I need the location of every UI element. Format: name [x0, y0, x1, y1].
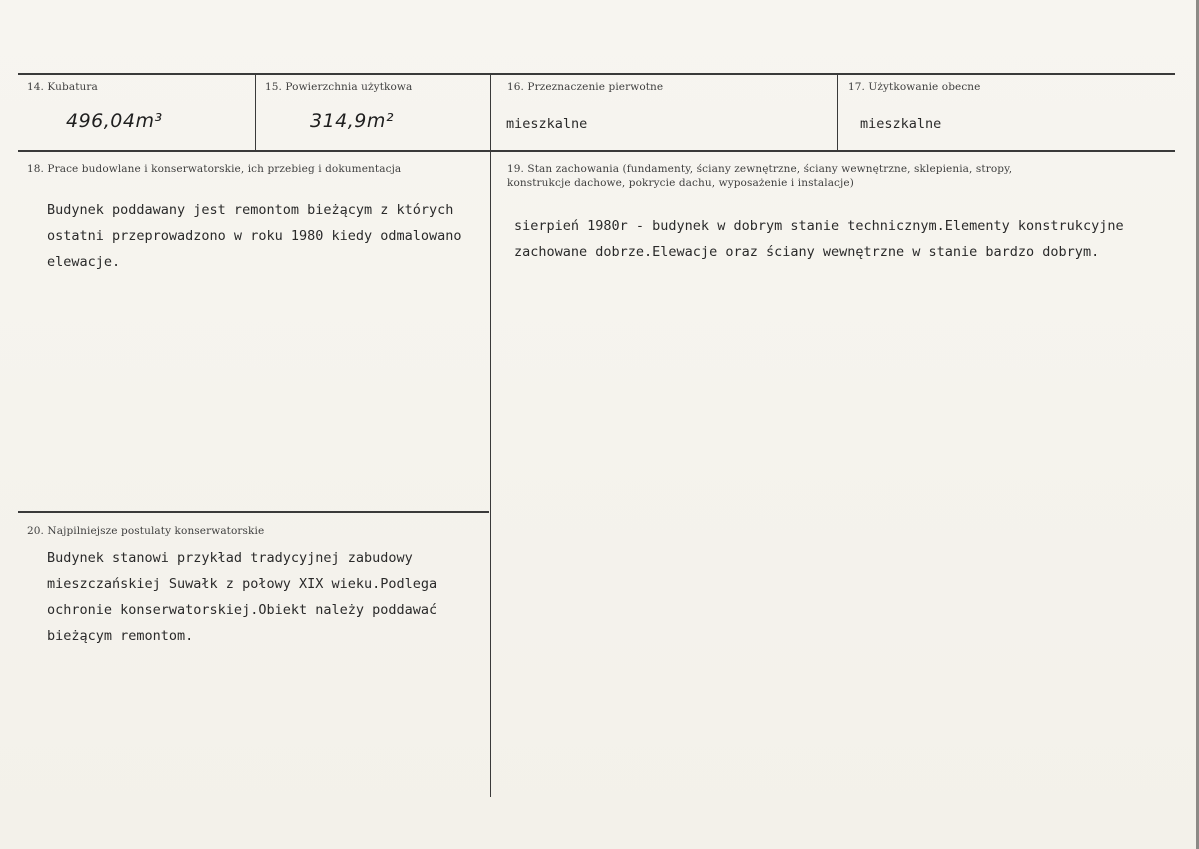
field-15-label: 15. Powierzchnia użytkowa [265, 81, 413, 93]
field-18-text [47, 197, 462, 275]
field-19-line: sierpień 1980r - budynek w dobrym stanie technicznym.Elementy konstrukcyjne [514, 218, 1124, 234]
field-14-value: 496,04m³ [66, 110, 163, 132]
field-20-label: 20. Najpilniejsze postulaty konserwatorskie [27, 525, 265, 537]
field-16-label: 16. Przeznaczenie pierwotne [507, 81, 664, 93]
field-20-line: Budynek stanowi przykład tradycyjnej zabudowy [47, 550, 413, 566]
field-18-line: Budynek poddawany jest remontom bieżącym z których [47, 202, 454, 218]
row-rule-1 [18, 150, 1175, 152]
field-19-label-cont: konstrukcje dachowe, pokrycie dachu, wyposażenie i instalacje) [507, 177, 854, 189]
field-20-line: bieżącym remontom. [47, 628, 194, 644]
field-16-value: mieszkalne [506, 116, 588, 132]
col-divider-2 [490, 75, 491, 797]
top-rule [18, 73, 1175, 75]
field-18-line: ostatni przeprowadzono w roku 1980 kiedy odmalowano [47, 228, 462, 244]
col-divider-1 [255, 75, 256, 151]
field-20-text [47, 545, 437, 649]
field-18-label: 18. Prace budowlane i konserwatorskie, ich przebieg i dokumentacja [27, 163, 402, 175]
field-19-label: 19. Stan zachowania (fundamenty, ściany zewnętrzne, ściany wewnętrzne, sklepienia, stropy, [507, 163, 1013, 175]
field-15-value: 314,9m² [310, 110, 395, 132]
field-18-line: elewacje. [47, 254, 121, 270]
row-rule-2 [18, 511, 489, 513]
field-20-line: ochronie konserwatorskiej.Obiekt należy poddawać [47, 602, 438, 618]
field-19-text [514, 213, 1124, 265]
field-17-value: mieszkalne [860, 116, 942, 132]
field-19-line: zachowane dobrze.Elewacje oraz ściany wewnętrzne w stanie bardzo dobrym. [514, 244, 1100, 260]
field-20-line: mieszczańskiej Suwałk z połowy XIX wieku.Podlega [47, 576, 438, 592]
field-17-label: 17. Użytkowanie obecne [848, 81, 981, 93]
field-14-label: 14. Kubatura [27, 81, 98, 93]
col-divider-3 [837, 75, 838, 151]
